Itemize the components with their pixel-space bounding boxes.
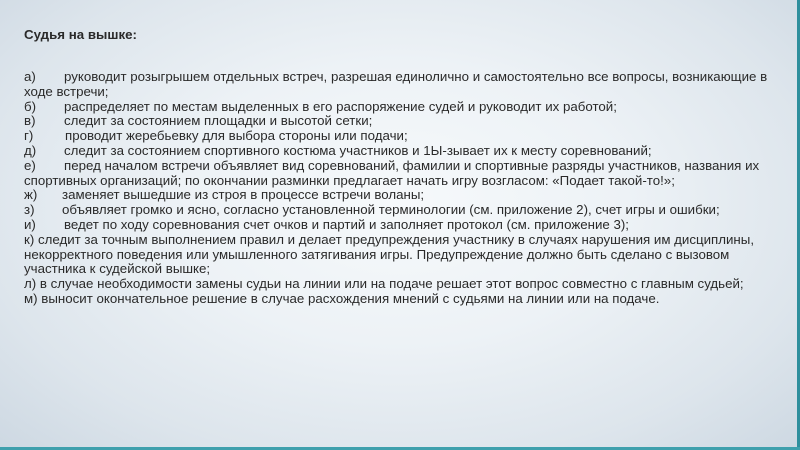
item-marker: ж) [24, 187, 38, 203]
item-text: перед началом встречи объявляет вид соревнований, фамилии и спортивные разряды участников, названия их спортивных организаций; по окончании разминки предлагает начать игру возгласом: «Подает такой-то!»; [24, 157, 760, 188]
item-text: проводит жеребьевку для выбора стороны или подачи; [65, 128, 408, 144]
list-item [24, 144, 776, 159]
list-item [24, 100, 776, 115]
item-text: ведет по ходу соревнования счет очков и партий и заполняет протокол (см. приложение 3); [64, 216, 630, 232]
item-text: выносит окончательное решение в случае расхождения мнений с судьями на линии или на подаче. [41, 290, 660, 306]
item-text: в случае необходимости замены судьи на линии или на подаче решает этот вопрос совместно с главным судьей; [39, 276, 744, 292]
item-text: распределяет по местам выделенных в его распоряжение судей и руководит их работой; [64, 98, 617, 114]
item-marker: е) [24, 157, 36, 173]
item-marker: г) [24, 128, 34, 144]
item-marker: д) [24, 142, 37, 158]
list-item [24, 218, 776, 233]
item-text: руководит розыгрышем отдельных встреч, разрешая единолично и самостоятельно все вопросы, возникающие в ходе встречи; [24, 69, 768, 99]
item-marker: б) [24, 98, 37, 114]
list-item [24, 203, 776, 218]
list-item [24, 70, 776, 100]
list-item [24, 277, 776, 292]
item-marker: и) [24, 216, 36, 232]
list-item [24, 114, 776, 129]
slide-title: Судья на вышке: [24, 27, 137, 42]
item-text: объявляет громко и ясно, согласно установленной терминологии (см. приложение 2), счет игры и ошибки; [62, 202, 720, 218]
list-item [24, 188, 776, 203]
item-marker: в) [24, 113, 36, 129]
list-item [24, 159, 776, 189]
item-marker: м) [24, 290, 38, 306]
item-marker: к) [24, 231, 35, 247]
item-text: следит за состоянием площадки и высотой сетки; [64, 113, 373, 129]
item-marker: з) [24, 202, 35, 218]
list-item [24, 129, 776, 144]
item-text: следит за точным выполнением правил и делает предупреждения участнику в случаях нарушения им дисциплины, некорректного поведения или умышленного затягивания игры. Предупреждение должно быть сделано с вызовом участника к судейской вышке; [24, 231, 755, 277]
item-text: заменяет вышедшие из строя в процессе встречи воланы; [62, 187, 425, 203]
item-marker: а) [24, 69, 36, 84]
list-item [24, 233, 776, 277]
item-marker: л) [24, 276, 37, 292]
duties-list [24, 70, 776, 307]
list-item [24, 292, 776, 307]
item-text: следит за состоянием спортивного костюма участников и 1Ы-зывает их к месту соревнований; [64, 142, 652, 158]
